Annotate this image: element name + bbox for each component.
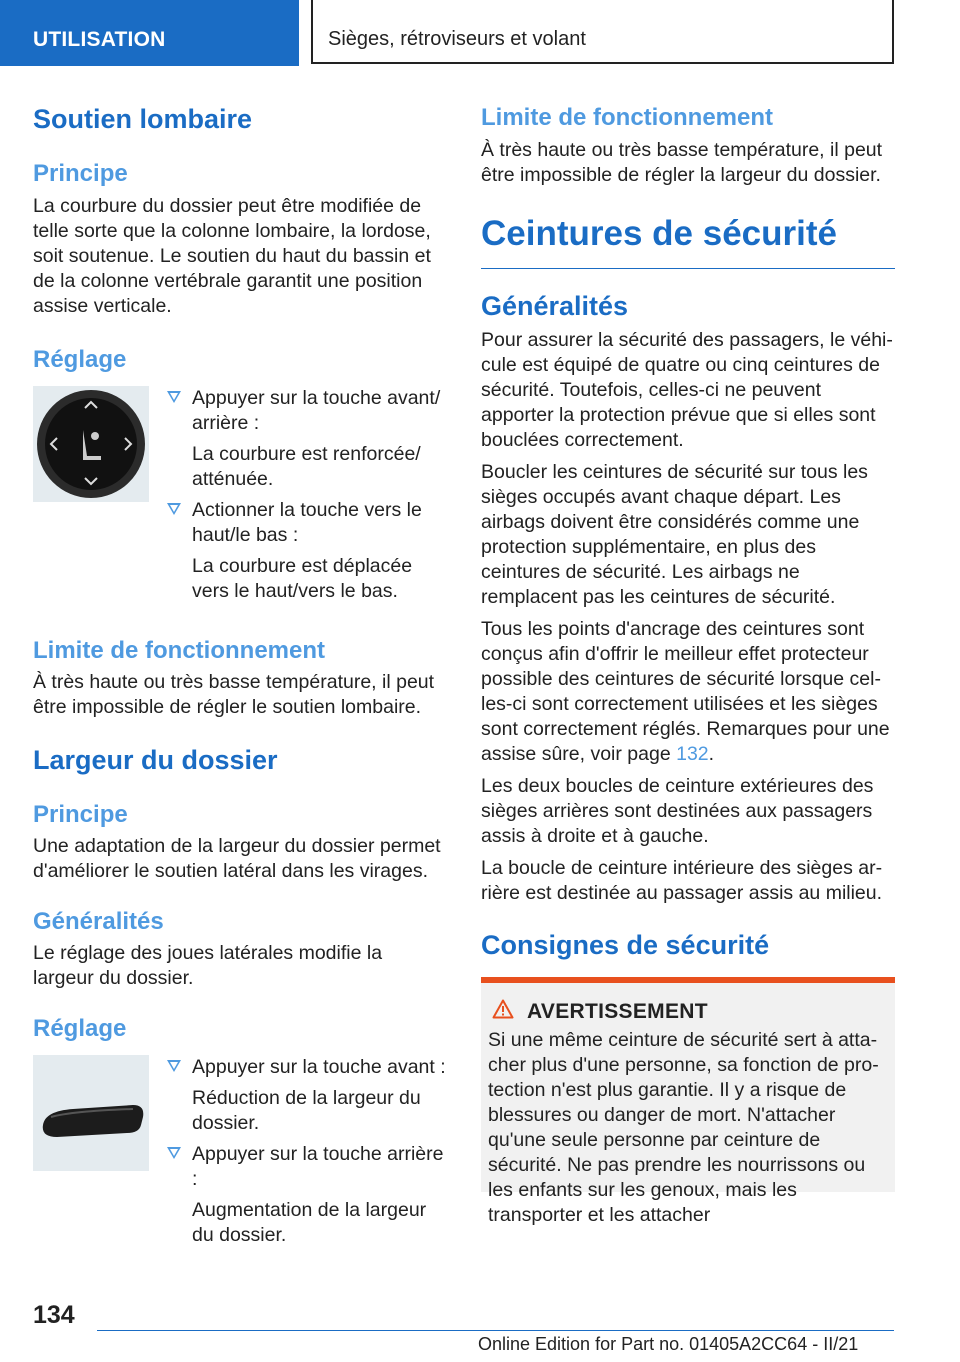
step-result: La courbure est déplacée vers le haut/vers le bas. — [192, 555, 413, 602]
belts-para-1: Pour assurer la sécurité des passagers, le véhicule est équipé de quatre ou cinq ceintures de sécurité. Toutefois, celles-ci ne peuvent apporter la protection prévue que si elles sont bouclées correctement. — [481, 329, 893, 451]
right-column — [481, 100, 895, 1226]
lumbar-steps — [161, 386, 448, 604]
lumbar-limite-text: À très haute ou très basse température, il peut être impossible de régler le soutien lombaire. — [33, 671, 435, 718]
warning-triangle-icon — [492, 999, 514, 1024]
triangle-bullet-icon — [167, 1147, 181, 1159]
step-result: Augmentation de la largeur du dossier. — [192, 1199, 427, 1246]
lumbar-reglage-heading: Réglage — [33, 346, 127, 373]
left-column — [33, 100, 448, 1248]
step-item — [161, 1142, 448, 1248]
lumbar-principe-text: La courbure du dossier peut être modifiée de telle sorte que la colonne lombaire, la lordose, soit soutenue. Le soutien du haut du bassin et de la colonne vertébrale garantit une position assise verticale. — [33, 195, 431, 317]
footer-rule — [97, 1330, 894, 1331]
lumbar-limite-heading: Limite de fonctionnement — [33, 637, 326, 664]
page-number: 134 — [33, 1301, 75, 1329]
chapter-label: UTILISATION — [33, 28, 166, 51]
chapter-tab — [0, 0, 299, 66]
step-result: Réduction de la largeur du dossier. — [192, 1087, 421, 1134]
lumbar-switch-image — [33, 386, 149, 502]
step-action: Appuyer sur la touche avant/ arrière : — [192, 387, 441, 434]
step-result: La courbure est renforcée/ atténuée. — [192, 443, 421, 490]
belts-para-5: La boucle de ceinture intérieure des sièges arrière est destinée au passager assis au milieu. — [481, 857, 883, 904]
width-switch-image — [33, 1055, 149, 1171]
width-reglage-heading: Réglage — [33, 1015, 127, 1042]
section-label: Sièges, rétroviseurs et volant — [328, 28, 586, 50]
width-reglage-block — [33, 1055, 448, 1248]
warning-text: Si une même ceinture de sécurité sert à attacher plus d'une personne, sa fonction de protection n'est plus garantie. Il y a risque de blessures ou danger de mort. N'attacher qu'une seule personne par ceinture de sécurité. Ne pas prendre les nourrissons ou les enfants sur les genoux, mais les transporter et les attacher — [488, 1029, 879, 1226]
width-principe-text: Une adaptation de la largeur du dossier permet d'améliorer le soutien latéral dans les virages. — [33, 835, 441, 882]
belts-para-3-text: Tous les points d'ancrage des ceintures sont conçus afin d'offrir le meilleur effet protecteur possible des ceintures de sécurité lorsque celles-ci sont correctement utilisées et les sièges sont correctement réglés. Remarques pour une assise sûre, voir page — [481, 618, 890, 765]
warning-title: AVERTISSEMENT — [527, 999, 708, 1023]
belts-para-4: Les deux boucles de ceinture extérieures des sièges arrières sont destinées aux passagers assis à droite et à gauche. — [481, 775, 874, 847]
warning-content — [481, 983, 895, 1226]
width-generalites-text: Le réglage des joues latérales modifie la largeur du dossier. — [33, 942, 383, 989]
step-action: Appuyer sur la touche arrière : — [192, 1143, 444, 1190]
belts-para-3-end: . — [708, 743, 715, 765]
step-action: Actionner la touche vers le haut/le bas : — [192, 499, 422, 546]
edition-label: Online Edition for Part no. 01405A2CC64 - II/21 — [478, 1334, 859, 1354]
belts-title: Ceintures de sécurité — [481, 214, 895, 269]
page-reference-link[interactable]: 132 — [676, 743, 709, 765]
lumbar-title: Soutien lombaire — [33, 104, 253, 134]
width-generalites-heading: Généralités — [33, 908, 164, 935]
step-item — [161, 386, 448, 492]
belts-para-2: Boucler les ceintures de sécurité sur tous les sièges occupés avant chaque départ. Les airbags doivent être considérés comme une protection supplémentaire, en plus des ceintures de sécurité. Les airbags ne remplacent pas les ceintures de sécurité. — [481, 461, 868, 608]
step-item — [161, 498, 448, 604]
belts-generalites-heading: Généralités — [481, 291, 629, 321]
warning-box — [481, 977, 895, 1226]
triangle-bullet-icon — [167, 503, 181, 515]
width-limite-text: À très haute ou très basse température, il peut être impossible de régler la largeur du dossier. — [481, 139, 883, 186]
belts-para-3 — [481, 617, 895, 767]
width-title: Largeur du dossier — [33, 745, 278, 775]
width-limite-heading: Limite de fonctionnement — [481, 104, 774, 131]
triangle-bullet-icon — [167, 1060, 181, 1072]
step-item — [161, 1055, 448, 1136]
width-steps — [161, 1055, 448, 1248]
section-header — [311, 0, 894, 64]
triangle-bullet-icon — [167, 391, 181, 403]
lumbar-principe-heading: Principe — [33, 160, 128, 187]
warning-header — [488, 999, 888, 1024]
step-action: Appuyer sur la touche avant : — [192, 1056, 446, 1078]
consignes-heading: Consignes de sécurité — [481, 930, 770, 960]
width-principe-heading: Principe — [33, 801, 128, 828]
lumbar-reglage-block — [33, 386, 448, 604]
